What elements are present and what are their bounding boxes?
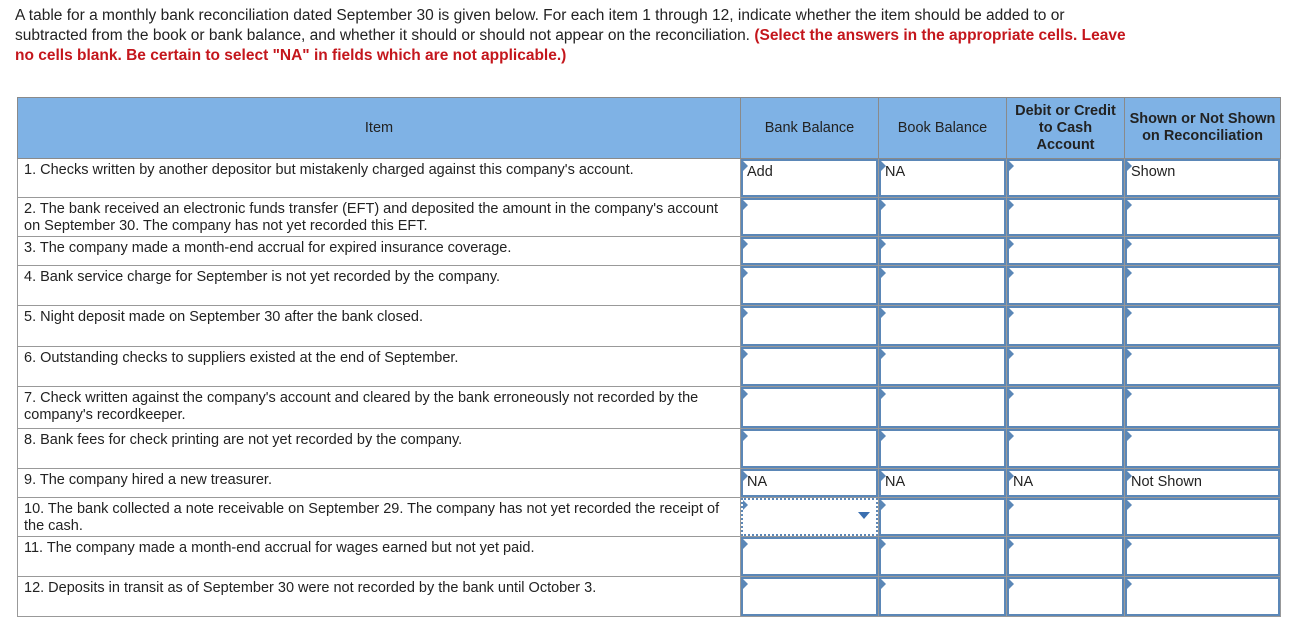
dropdown-marker-icon	[881, 268, 886, 278]
book-balance-select[interactable]	[879, 159, 1006, 197]
header-debit-credit: Debit or Credit to Cash Account	[1007, 98, 1125, 159]
selected-value: NA	[1013, 474, 1034, 490]
dropdown-marker-icon	[1009, 471, 1014, 481]
dropdown-marker-icon	[743, 500, 748, 510]
book-balance-select[interactable]	[879, 469, 1006, 497]
debit-credit-select[interactable]	[1007, 429, 1124, 468]
dropdown-marker-icon	[743, 161, 748, 171]
book-balance-select[interactable]	[879, 347, 1006, 386]
dropdown-marker-icon	[1127, 539, 1132, 549]
book-balance-select[interactable]	[879, 387, 1006, 428]
answer-cell	[1007, 347, 1125, 387]
selected-value: Shown	[1131, 164, 1176, 180]
bank-balance-select[interactable]	[741, 498, 878, 536]
dropdown-marker-icon	[1009, 389, 1014, 399]
dropdown-marker-icon	[743, 471, 748, 481]
book-balance-select[interactable]	[879, 577, 1006, 616]
book-balance-select[interactable]	[879, 237, 1006, 265]
dropdown-marker-icon	[1127, 268, 1132, 278]
debit-credit-select[interactable]	[1007, 498, 1124, 536]
answer-cell	[1125, 469, 1281, 498]
selected-value: NA	[885, 164, 906, 180]
shown-select[interactable]	[1125, 469, 1280, 497]
table-row	[18, 577, 1281, 617]
shown-select[interactable]	[1125, 387, 1280, 428]
dropdown-marker-icon	[881, 200, 886, 210]
item-description: 3. The company made a month-end accrual for expired insurance coverage.	[18, 237, 741, 266]
dropdown-marker-icon	[743, 579, 748, 589]
answer-cell	[1125, 159, 1281, 198]
selected-value: Add	[747, 164, 773, 180]
book-balance-select[interactable]	[879, 198, 1006, 236]
bank-balance-select[interactable]	[741, 537, 878, 576]
answer-cell	[741, 498, 879, 537]
debit-credit-select[interactable]	[1007, 537, 1124, 576]
answer-cell	[741, 237, 879, 266]
book-balance-select[interactable]	[879, 429, 1006, 468]
answer-cell	[1007, 266, 1125, 306]
item-description: 1. Checks written by another depositor but mistakenly charged against this company's account.	[18, 159, 741, 198]
dropdown-marker-icon	[743, 268, 748, 278]
book-balance-select[interactable]	[879, 537, 1006, 576]
dropdown-marker-icon	[1009, 349, 1014, 359]
table-row	[18, 537, 1281, 577]
answer-cell	[879, 577, 1007, 617]
debit-credit-select[interactable]	[1007, 347, 1124, 386]
table-row	[18, 237, 1281, 266]
dropdown-marker-icon	[1009, 200, 1014, 210]
item-description: 2. The bank received an electronic funds transfer (EFT) and deposited the amount in the company's account on September 30. The company has not yet recorded this EFT.	[18, 198, 741, 237]
debit-credit-select[interactable]	[1007, 387, 1124, 428]
answer-cell	[879, 537, 1007, 577]
answer-cell	[879, 159, 1007, 198]
header-row	[18, 98, 1281, 159]
dropdown-marker-icon	[1127, 239, 1132, 249]
dropdown-marker-icon	[743, 431, 748, 441]
item-description: 12. Deposits in transit as of September 30 were not recorded by the bank until October 3.	[18, 577, 741, 617]
bank-balance-select[interactable]	[741, 237, 878, 265]
answer-cell	[741, 306, 879, 347]
dropdown-marker-icon	[1127, 471, 1132, 481]
dropdown-marker-icon	[881, 239, 886, 249]
table-row	[18, 198, 1281, 237]
shown-select[interactable]	[1125, 237, 1280, 265]
instructions	[15, 6, 1135, 66]
answer-cell	[1125, 306, 1281, 347]
answer-cell	[741, 347, 879, 387]
bank-balance-select[interactable]	[741, 347, 878, 386]
answer-cell	[1007, 498, 1125, 537]
header-shown: Shown or Not Shown on Reconciliation	[1125, 98, 1281, 159]
answer-cell	[741, 537, 879, 577]
answer-cell	[1007, 306, 1125, 347]
debit-credit-select[interactable]	[1007, 266, 1124, 305]
shown-select[interactable]	[1125, 577, 1280, 616]
answer-cell	[1007, 387, 1125, 429]
answer-cell	[1007, 429, 1125, 469]
dropdown-marker-icon	[743, 539, 748, 549]
table-row	[18, 159, 1281, 198]
dropdown-marker-icon	[1009, 308, 1014, 318]
table-row	[18, 266, 1281, 306]
dropdown-marker-icon	[1127, 389, 1132, 399]
shown-select[interactable]	[1125, 159, 1280, 197]
answer-cell	[879, 198, 1007, 237]
debit-credit-select[interactable]	[1007, 198, 1124, 236]
dropdown-marker-icon	[1009, 161, 1014, 171]
dropdown-marker-icon	[743, 200, 748, 210]
reconciliation-table	[17, 97, 1281, 617]
shown-select[interactable]	[1125, 498, 1280, 536]
book-balance-select[interactable]	[879, 306, 1006, 346]
dropdown-marker-icon	[881, 579, 886, 589]
selected-value: Not Shown	[1131, 474, 1202, 490]
dropdown-marker-icon	[881, 431, 886, 441]
bank-balance-select[interactable]	[741, 266, 878, 305]
dropdown-marker-icon	[881, 389, 886, 399]
shown-select[interactable]	[1125, 198, 1280, 236]
item-description: 10. The bank collected a note receivable on September 29. The company has not yet recorded the receipt of the cash.	[18, 498, 741, 537]
instructions-emphasis: (Select the answers in the appropriate cells. Leave no cells blank. Be certain to select "NA" in fields which are not applicable.)	[15, 27, 1126, 64]
item-description: 4. Bank service charge for September is not yet recorded by the company.	[18, 266, 741, 306]
answer-cell	[741, 469, 879, 498]
answer-cell	[879, 469, 1007, 498]
dropdown-marker-icon	[743, 308, 748, 318]
debit-credit-select[interactable]	[1007, 237, 1124, 265]
table-row	[18, 387, 1281, 429]
shown-select[interactable]	[1125, 537, 1280, 576]
table-row	[18, 469, 1281, 498]
answer-cell	[1125, 498, 1281, 537]
item-description: 9. The company hired a new treasurer.	[18, 469, 741, 498]
shown-select[interactable]	[1125, 306, 1280, 346]
answer-cell	[879, 429, 1007, 469]
answer-cell	[741, 429, 879, 469]
book-balance-select[interactable]	[879, 498, 1006, 536]
shown-select[interactable]	[1125, 429, 1280, 468]
answer-cell	[879, 498, 1007, 537]
dropdown-marker-icon	[1009, 239, 1014, 249]
dropdown-marker-icon	[743, 349, 748, 359]
selected-value: NA	[885, 474, 906, 490]
dropdown-marker-icon	[881, 471, 886, 481]
dropdown-marker-icon	[881, 349, 886, 359]
answer-cell	[1007, 198, 1125, 237]
shown-select[interactable]	[1125, 347, 1280, 386]
bank-balance-select[interactable]	[741, 306, 878, 346]
debit-credit-select[interactable]	[1007, 577, 1124, 616]
dropdown-marker-icon	[1127, 200, 1132, 210]
debit-credit-select[interactable]	[1007, 306, 1124, 346]
answer-cell	[1125, 198, 1281, 237]
answer-cell	[741, 159, 879, 198]
bank-balance-select[interactable]	[741, 429, 878, 468]
bank-balance-select[interactable]	[741, 159, 878, 197]
answer-cell	[1007, 237, 1125, 266]
dropdown-marker-icon	[1127, 431, 1132, 441]
answer-cell	[1125, 237, 1281, 266]
dropdown-marker-icon	[1009, 539, 1014, 549]
item-description: 7. Check written against the company's account and cleared by the bank erroneously not recorded by the company's recordkeeper.	[18, 387, 741, 429]
item-description: 8. Bank fees for check printing are not yet recorded by the company.	[18, 429, 741, 469]
answer-cell	[1007, 159, 1125, 198]
answer-cell	[1007, 537, 1125, 577]
answer-cell	[1007, 577, 1125, 617]
dropdown-marker-icon	[1009, 579, 1014, 589]
bank-balance-select[interactable]	[741, 387, 878, 428]
answer-cell	[741, 198, 879, 237]
table-row	[18, 306, 1281, 347]
dropdown-marker-icon	[1127, 308, 1132, 318]
answer-cell	[879, 347, 1007, 387]
answer-cell	[741, 266, 879, 306]
answer-cell	[741, 577, 879, 617]
item-description: 5. Night deposit made on September 30 after the bank closed.	[18, 306, 741, 347]
answer-cell	[1125, 537, 1281, 577]
item-description: 6. Outstanding checks to suppliers existed at the end of September.	[18, 347, 741, 387]
bank-balance-select[interactable]	[741, 469, 878, 497]
instructions-text: A table for a monthly bank reconciliation dated September 30 is given below. For each item 1 through 12, indicate whether the item should be added to or subtracted from the book or bank balance, and whether it should or should not appear on the reconciliation.	[15, 7, 1065, 44]
dropdown-marker-icon	[1127, 161, 1132, 171]
answer-cell	[879, 237, 1007, 266]
answer-cell	[1125, 387, 1281, 429]
dropdown-marker-icon	[1127, 579, 1132, 589]
answer-cell	[879, 387, 1007, 429]
table-row	[18, 347, 1281, 387]
answer-cell	[879, 306, 1007, 347]
dropdown-marker-icon	[743, 239, 748, 249]
shown-select[interactable]	[1125, 266, 1280, 305]
dropdown-marker-icon	[1127, 349, 1132, 359]
answer-cell	[1007, 469, 1125, 498]
dropdown-marker-icon	[1009, 431, 1014, 441]
answer-cell	[879, 266, 1007, 306]
bank-balance-select[interactable]	[741, 198, 878, 236]
item-description: 11. The company made a month-end accrual for wages earned but not yet paid.	[18, 537, 741, 577]
header-bank-balance: Bank Balance	[741, 98, 879, 159]
dropdown-marker-icon	[881, 308, 886, 318]
table-row	[18, 498, 1281, 537]
header-item: Item	[18, 98, 741, 159]
chevron-down-icon[interactable]	[858, 512, 870, 519]
dropdown-marker-icon	[881, 500, 886, 510]
dropdown-marker-icon	[881, 539, 886, 549]
dropdown-marker-icon	[881, 161, 886, 171]
dropdown-marker-icon	[1127, 500, 1132, 510]
answer-cell	[741, 387, 879, 429]
header-book-balance: Book Balance	[879, 98, 1007, 159]
answer-cell	[1125, 577, 1281, 617]
selected-value: NA	[747, 474, 768, 490]
dropdown-marker-icon	[1009, 500, 1014, 510]
answer-cell	[1125, 266, 1281, 306]
answer-cell	[1125, 429, 1281, 469]
debit-credit-select[interactable]	[1007, 469, 1124, 497]
debit-credit-select[interactable]	[1007, 159, 1124, 197]
book-balance-select[interactable]	[879, 266, 1006, 305]
table-row	[18, 429, 1281, 469]
answer-cell	[1125, 347, 1281, 387]
bank-balance-select[interactable]	[741, 577, 878, 616]
dropdown-marker-icon	[1009, 268, 1014, 278]
dropdown-marker-icon	[743, 389, 748, 399]
